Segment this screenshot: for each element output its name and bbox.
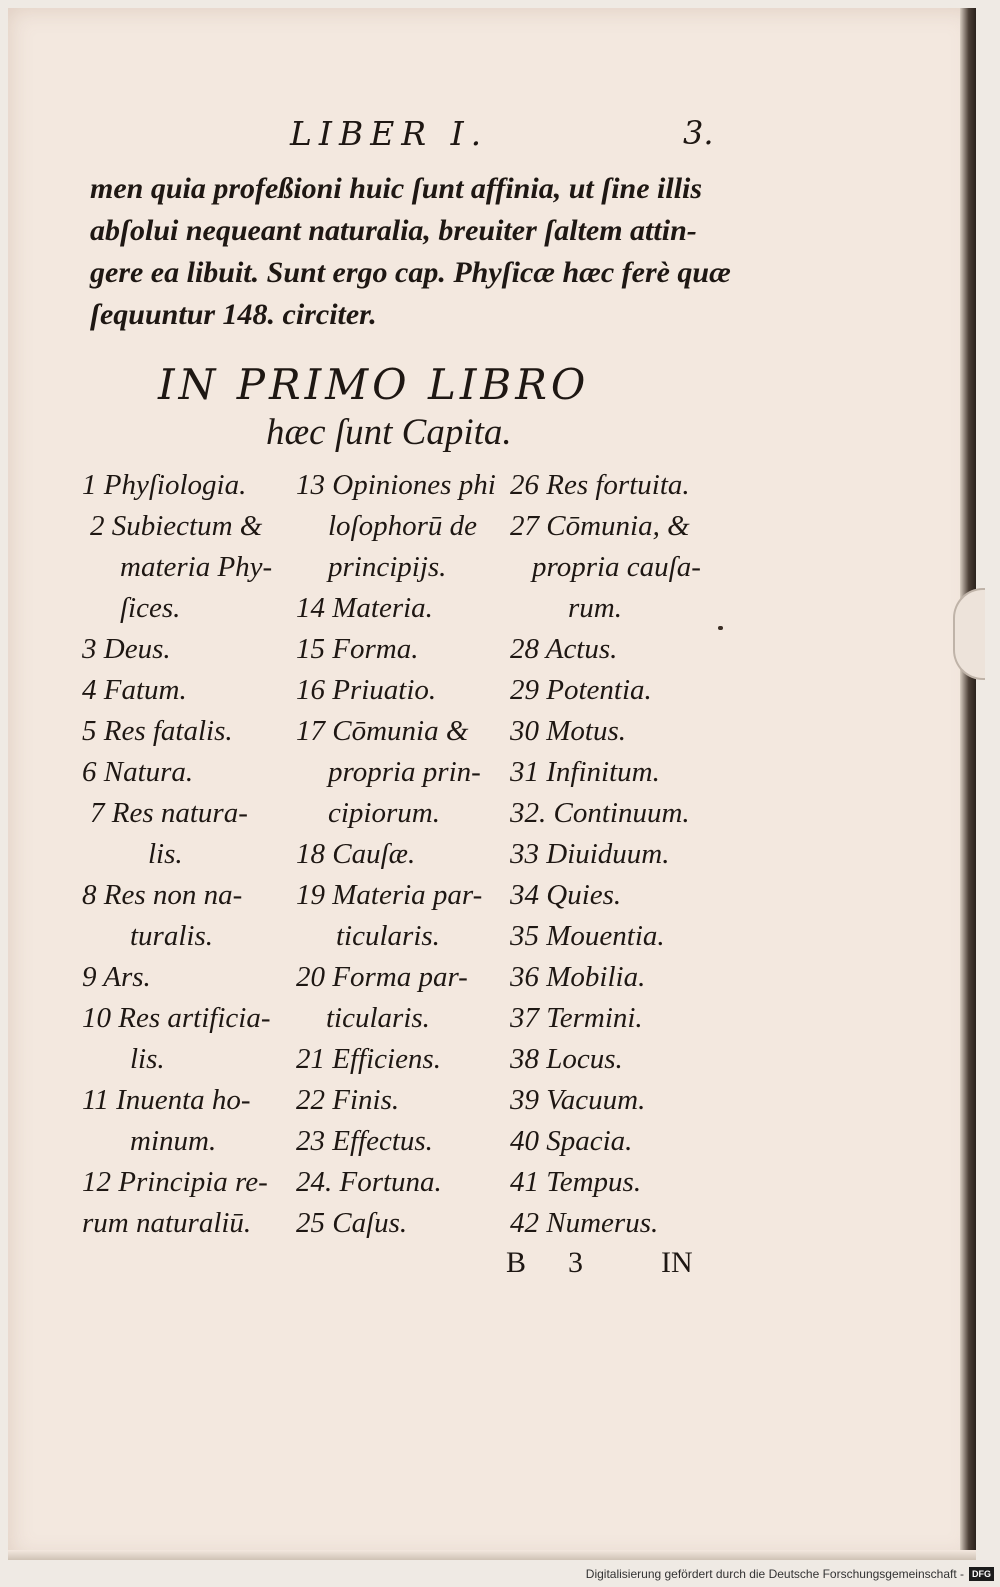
list-item-continuation: propria cauſa- — [532, 551, 701, 583]
list-item: 3 Deus. — [82, 633, 171, 665]
list-item: 24. Fortuna. — [296, 1166, 442, 1198]
body-paragraph — [90, 168, 740, 336]
list-item: 41 Tempus. — [510, 1166, 642, 1198]
signature-letter: B — [506, 1246, 527, 1279]
list-item: 12 Principia re- — [82, 1166, 268, 1198]
list-item: 9 Ars. — [82, 961, 151, 993]
list-item: 35 Mouentia. — [510, 920, 665, 952]
chapter-list-column-3 — [510, 465, 701, 1244]
list-item: 33 Diuiduum. — [510, 838, 670, 870]
list-item-continuation: cipiorum. — [328, 797, 440, 829]
body-line: ſequuntur 148. circiter. — [90, 298, 377, 331]
list-item: 14 Materia. — [296, 592, 433, 624]
running-header-title: LIBER I. — [290, 114, 489, 153]
list-item-continuation: turalis. — [130, 920, 213, 952]
list-item: 34 Quies. — [510, 879, 622, 911]
list-item: 25 Caſus. — [296, 1207, 408, 1239]
page-edge-tab — [953, 588, 985, 680]
list-item: 17 Cōmunia & — [296, 715, 469, 747]
digitization-footer — [0, 1560, 1000, 1587]
list-item: 38 Locus. — [510, 1043, 623, 1075]
list-item: 2 Subiectum & — [90, 510, 263, 542]
list-item: 10 Res artificia- — [82, 1002, 271, 1034]
list-item: 15 Forma. — [296, 633, 419, 665]
ink-speck — [718, 626, 723, 630]
list-item-continuation: principijs. — [328, 551, 447, 583]
list-item: 6 Natura. — [82, 756, 194, 788]
list-item: 28 Actus. — [510, 633, 618, 665]
list-item-continuation: ticularis. — [326, 1002, 430, 1034]
list-item: 32. Continuum. — [510, 797, 690, 829]
list-item: 22 Finis. — [296, 1084, 400, 1116]
list-item-continuation: lis. — [148, 838, 183, 870]
list-item: 26 Res fortuita. — [510, 469, 690, 501]
list-item: 8 Res non na- — [82, 879, 243, 911]
list-item-continuation: minum. — [130, 1125, 217, 1157]
list-item: 13 Opiniones phi — [296, 469, 496, 501]
chapter-subheading: hæc ſunt Capita. — [266, 412, 512, 453]
chapter-list-column-1 — [82, 465, 272, 1244]
list-item-continuation: rum naturaliū. — [82, 1207, 252, 1239]
body-line: men quia profeßioni huic ſunt affinia, ut ſine illis — [90, 172, 703, 205]
list-item: 21 Efficiens. — [296, 1043, 441, 1075]
footer-credit: Digitalisierung gefördert durch die Deutsche Forschungsgemeinschaft - — [585, 1566, 964, 1581]
list-item: 40 Spacia. — [510, 1125, 633, 1157]
list-item: 37 Termini. — [510, 1002, 643, 1034]
list-item-continuation: propria prin- — [328, 756, 481, 788]
list-item-continuation: ſices. — [120, 592, 181, 624]
catchword: IN — [661, 1246, 693, 1279]
list-item: 23 Effectus. — [296, 1125, 433, 1157]
list-item-continuation: materia Phy- — [120, 551, 273, 583]
signature-number: 3 — [568, 1246, 584, 1279]
list-item: 27 Cōmunia, & — [510, 510, 690, 542]
page-bottom-edge — [8, 1550, 976, 1560]
list-item: 31 Infinitum. — [510, 756, 660, 788]
list-item-continuation: rum. — [568, 592, 622, 624]
list-item: 19 Materia par- — [296, 879, 483, 911]
dfg-logo: DFG — [969, 1567, 994, 1581]
body-line: abſolui nequeant naturalia, breuiter ſaltem attin- — [90, 214, 697, 247]
page-edge-shadow — [960, 8, 976, 1560]
list-item-continuation: lis. — [130, 1043, 165, 1075]
list-item: 4 Fatum. — [82, 674, 187, 706]
list-item: 16 Priuatio. — [296, 674, 437, 706]
chapter-list-column-2 — [296, 465, 496, 1244]
list-item-continuation: loſophorū de — [328, 510, 478, 542]
list-item: 7 Res natura- — [90, 797, 248, 829]
list-item: 42 Numerus. — [510, 1207, 659, 1239]
list-item: 5 Res fatalis. — [82, 715, 233, 747]
list-item: 1 Phyſiologia. — [82, 469, 247, 501]
list-item: 39 Vacuum. — [510, 1084, 646, 1116]
list-item: 11 Inuenta ho- — [82, 1084, 251, 1116]
list-item: 18 Cauſæ. — [296, 838, 416, 870]
body-line: gere ea libuit. Sunt ergo cap. Phyſicæ hæc ferè quæ — [90, 256, 731, 289]
list-item: 36 Mobilia. — [510, 961, 646, 993]
list-item: 30 Motus. — [510, 715, 626, 747]
list-item-continuation: ticularis. — [336, 920, 440, 952]
signature-line — [506, 1246, 693, 1280]
list-item: 20 Forma par- — [296, 961, 468, 993]
page-number: 3. — [683, 114, 714, 152]
list-item: 29 Potentia. — [510, 674, 652, 706]
chapter-heading: IN PRIMO LIBRO — [158, 360, 590, 409]
